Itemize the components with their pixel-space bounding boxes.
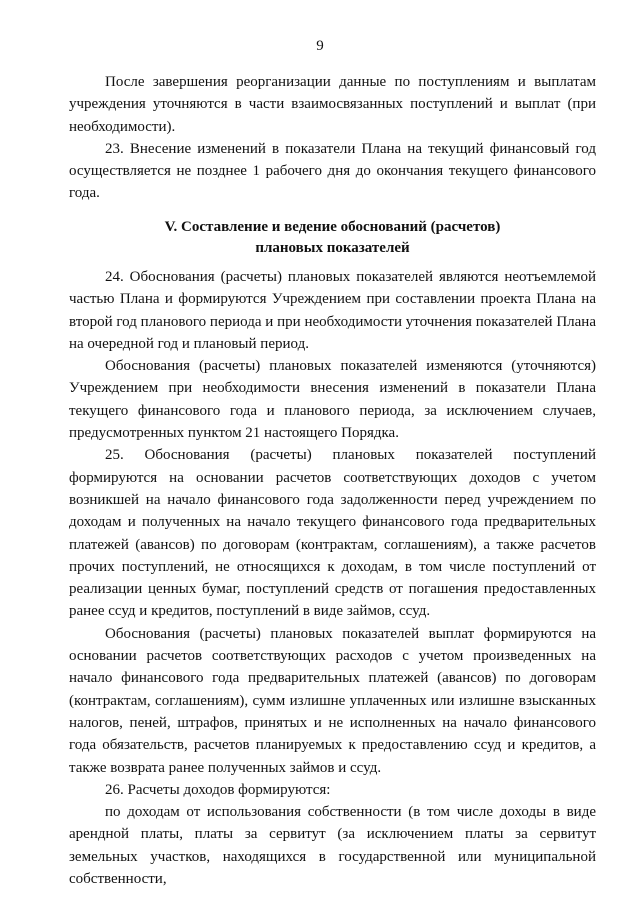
paragraph-25: 25. Обоснования (расчеты) плановых показателей поступлений формируются на основании расчетов соответствующих доходов с учетом возникшей на начало финансового года задолженности перед учреждением по доходам и полученных на начало текущего финансового года предварительных платежей (авансов) по договорам (контрактам, соглашениям), а также расчетов прочих поступлений, не относящихся к доходам, в том числе поступлений от реализации ценных бумаг, поступлений средств от погашения предоставленных ранее ссуд и кредитов, поступлений в виде займов, ссуд.: [69, 447, 596, 620]
paragraph-26: 26. Расчеты доходов формируются:: [105, 781, 331, 798]
intro-text: [69, 71, 596, 205]
paragraph-property-income: по доходам от использования собственности (в том числе доходы в виде арендной платы, платы за сервитут (за исключением платы за сервитут земельных участков, находящихся в государственной или муниципальной собственности,: [69, 804, 596, 888]
body-text: [69, 266, 596, 890]
section-heading-line-2: плановых показателей: [255, 240, 410, 256]
section-heading: [69, 217, 596, 259]
paragraph-23: 23. Внесение изменений в показатели Плана на текущий финансовый год осуществляется не позднее 1 рабочего дня до окончания текущего финансового года.: [69, 140, 596, 202]
paragraph-reorganization: После завершения реорганизации данные по поступлениям и выплатам учреждения уточняются в части взаимосвязанных поступлений и выплат (при необходимости).: [69, 74, 596, 135]
page-number: 9: [316, 38, 324, 54]
section-heading-line-1: V. Составление и ведение обоснований (расчетов): [164, 219, 501, 235]
paragraph-payments-justifications: Обоснования (расчеты) плановых показателей выплат формируются на основании расчетов соответствующих расходов с учетом произведенных на начало финансового года предварительных платежей (авансов) по договорам (контрактам, соглашениям), сумм излишне уплаченных или излишне взысканных налогов, пеней, штрафов, принятых и не исполненных на начало финансового года обязательств, расчетов планируемых к предоставлению ссуд и кредитов, а также возврата ранее полученных займов и ссуд.: [69, 625, 596, 776]
paragraph-justifications-update: Обоснования (расчеты) плановых показателей изменяются (уточняются) Учреждением при необходимости внесения изменений в показатели Плана текущего финансового года и планового периода, за исключением случаев, предусмотренных пунктом 21 настоящего Порядка.: [69, 358, 596, 442]
paragraph-24: 24. Обоснования (расчеты) плановых показателей являются неотъемлемой частью Плана и формируются Учреждением при составлении проекта Плана на второй год планового периода и при необходимости уточнения показателей Плана на очередной год и плановый период.: [69, 269, 596, 352]
